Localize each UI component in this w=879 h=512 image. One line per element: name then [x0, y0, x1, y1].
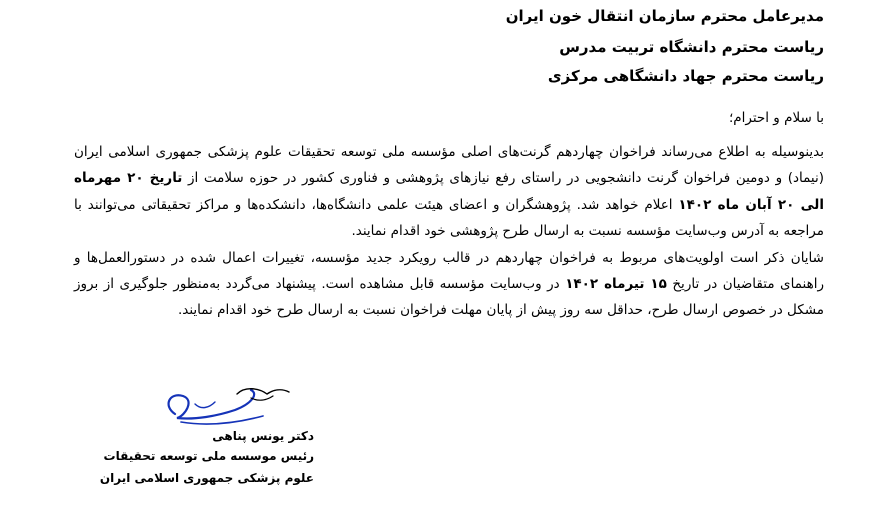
letter-body	[74, 139, 824, 324]
greeting: با سلام و احترام؛	[728, 110, 824, 126]
paragraph-1-text-b: اعلام خواهد شد. پژوهشگران و اعضای هیئت علمی دانشگاه‌ها، دانشکده‌ها و مراکز تحقیقاتی می‌توانند با مراجعه به آدرس وب‌سایت مؤسسه نسبت به ارسال طرح پژوهشی خود اقدام نمایند.	[74, 196, 824, 240]
paragraph-2	[74, 245, 824, 324]
addressee-2: ریاست محترم دانشگاه تربیت مدرس	[559, 38, 824, 56]
paragraph-2-date: ۱۵ تیرماه ۱۴۰۲	[565, 276, 667, 293]
signer-title-2: علوم پزشکی جمهوری اسلامی ایران	[99, 471, 314, 485]
signer-name: دکتر یونس پناهی	[212, 429, 314, 443]
paragraph-2-text-a: شایان ذکر است اولویت‌های مربوط به فراخوان چهاردهم در قالب رویکرد جدید مؤسسه، تغییرات اعمال شده در دستورالعمل‌ها و راهنمای متقاضیان در تاریخ	[74, 249, 824, 293]
paragraph-2-text-b: در وب‌سایت مؤسسه قابل مشاهده است. پیشنهاد می‌گردد به‌منظور جلوگیری از بروز مشکل در خصوص ارسال طرح، حداقل سه روز پیش از پایان مهلت فراخوان نسبت به ارسال طرح خود اقدام نمایند.	[74, 276, 824, 319]
paragraph-1	[74, 139, 824, 245]
paragraph-1-date-range: تاریخ ۲۰ مهرماه الی ۲۰ آبان ماه ۱۴۰۲	[74, 170, 824, 213]
signature-mark	[155, 380, 295, 432]
paragraph-1-text-a: بدینوسیله به اطلاع می‌رساند فراخوان چهاردهم گرنت‌های اصلی مؤسسه ملی توسعه تحقیقات علوم پزشکی جمهوری اسلامی ایران (نیماد) و دومین فراخوان گرنت دانشجویی در راستای رفع نیازهای پژوهشی و فناوری کشور در حوزه سلامت از	[74, 144, 824, 187]
addressee-3: ریاست محترم جهاد دانشگاهی مرکزی	[547, 67, 824, 85]
signer-title-1: رئیس موسسه ملی توسعه تحقیقات	[103, 449, 314, 463]
addressee-1: مدیرعامل محترم سازمان انتقال خون ایران	[505, 7, 824, 25]
